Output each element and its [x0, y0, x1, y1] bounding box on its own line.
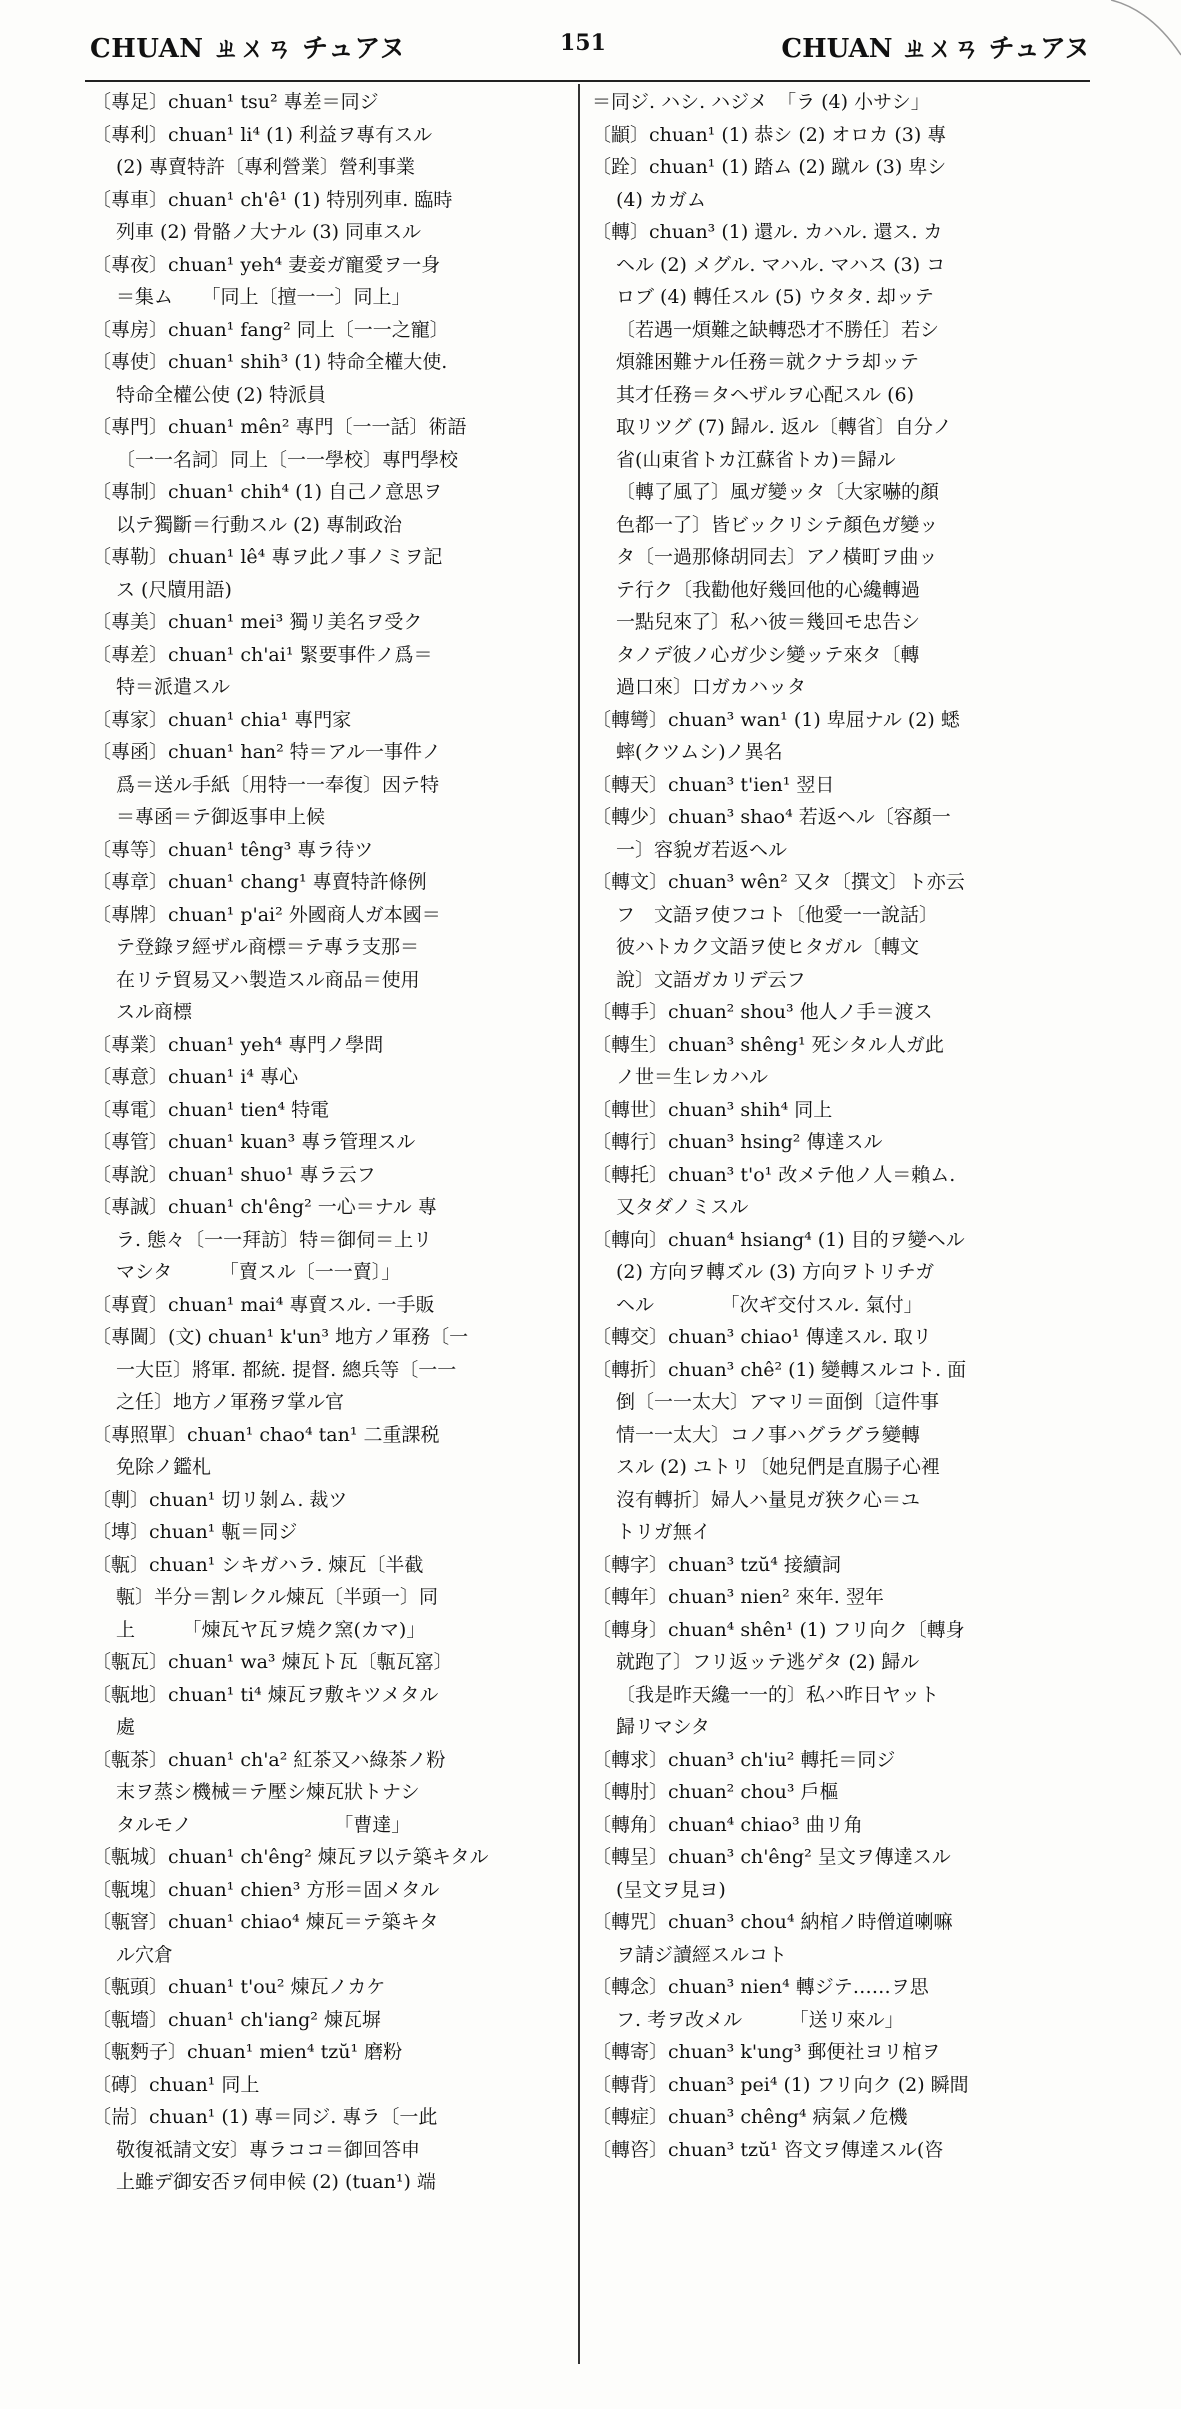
entry-headline: 〔轉角〕chuan⁴ chiao³ 曲リ角 — [592, 1813, 863, 1836]
dictionary-entry — [92, 2004, 592, 2037]
entry-continuation-line: 爲＝送ル手紙〔用特一一奉復〕因テ特 — [116, 773, 440, 796]
entry-continuation-line: テ登錄ヲ經ザル商標＝テ專ラ支那＝ — [116, 936, 420, 958]
page-curl-decoration — [1111, 0, 1181, 60]
dictionary-entry — [592, 704, 1092, 769]
dictionary-entry — [92, 1126, 592, 1159]
entry-continuation-line: 色都一了〕皆ビックリシテ顏色ガ變ッ — [616, 513, 939, 536]
entry-headline: 〔轉寄〕chuan³ k'ung³ 郵便社ヨリ棺ヲ — [592, 2041, 941, 2063]
entry-continuation-line: タ〔一過那條胡同去〕アノ橫町ヲ曲ッ — [616, 546, 938, 568]
entry-headline: 〔轉求〕chuan³ ch'iu² 轉托＝同ジ — [592, 1748, 896, 1771]
entry-headline: 〔轉背〕chuan³ pei⁴ (1) フリ向ク (2) 瞬間 — [592, 2073, 969, 2096]
entry-headline: 〔顓〕chuan¹ (1) 恭シ (2) オロカ (3) 專 — [592, 123, 947, 146]
entry-continuation-line: 特命全權公使 (2) 特派員 — [116, 383, 326, 406]
dictionary-entry — [592, 866, 1092, 996]
dictionary-entry — [592, 119, 1092, 152]
entry-headline: 〔專章〕chuan¹ chang¹ 專賣特許條例 — [92, 871, 427, 893]
dictionary-entry — [92, 834, 592, 867]
entry-headline: 〔轉天〕chuan³ t'ien¹ 翌日 — [592, 773, 835, 796]
entry-headline: 〔專門〕chuan¹ mên² 專門〔一一話〕術語 — [92, 416, 467, 438]
entry-headline: 〔轉念〕chuan³ nien⁴ 轉ジテ……ヲ思 — [592, 1976, 929, 1998]
entry-headline: 〔轉呈〕chuan³ ch'êng² 呈文ヲ傳達スル — [592, 1846, 951, 1868]
entry-headline: ＝同ジ. ハシ. ハジメ 「ラ (4) 小サシ」 — [592, 91, 930, 113]
entry-continuation-line: 說〕文語ガカリデ云フ — [616, 968, 806, 991]
dictionary-entry — [92, 639, 592, 704]
entry-continuation-line: 取リツグ (7) 歸ル. 返ル〔轉省〕自分ノ — [616, 416, 952, 438]
entry-continuation-line: 〔轉了風了〕風ガ變ッタ〔大家嚇的顏 — [616, 481, 940, 503]
dictionary-entry — [592, 2036, 1092, 2069]
entry-headline: 〔專賣〕chuan¹ mai⁴ 專賣スル. 一手販 — [92, 1293, 435, 1316]
entry-headline: 〔轉折〕chuan³ chê² (1) 變轉スルコト. 面 — [592, 1358, 967, 1381]
entry-continuation-line: 過口來〕口ガカハッタ — [616, 676, 807, 698]
entry-headline: 〔甎塊〕chuan¹ chien³ 方形＝固メタル — [92, 1878, 440, 1901]
dictionary-entry — [92, 606, 592, 639]
entry-headline: 〔甎〕chuan¹ シキガハラ. 煉瓦〔半截 — [92, 1553, 424, 1576]
dictionary-entry — [92, 736, 592, 834]
entry-headline: 〔專利〕chuan¹ li⁴ (1) 利益ヲ專有スル — [92, 123, 433, 146]
header-right-guide-word: CHUAN ㄓㄨㄢ チュアヌ — [781, 34, 1090, 64]
entry-headline: 〔轉年〕chuan³ nien² 來年. 翌年 — [592, 1586, 884, 1608]
entry-headline: 〔專電〕chuan¹ tien⁴ 特電 — [92, 1098, 330, 1121]
entry-continuation-line: テ行ク〔我勸他好幾回他的心纔轉過 — [616, 578, 921, 601]
entry-headline: 〔甎窨〕chuan¹ chiao⁴ 煉瓦＝テ築キタ — [92, 1911, 439, 1933]
entry-headline: 〔轉托〕chuan³ t'o¹ 改メテ他ノ人＝賴ム. — [592, 1163, 956, 1186]
entry-continuation-line: 在リテ貿易又ハ製造スル商品＝使用 — [116, 968, 420, 991]
entry-continuation-line: ラ. 態々〔一一拜訪〕特＝御伺＝上リ — [116, 1228, 433, 1251]
dictionary-entry — [592, 1159, 1092, 1224]
dictionary-entry — [592, 1094, 1092, 1127]
dictionary-entry — [592, 1321, 1092, 1354]
entry-continuation-line: ヘル (2) メグル. マハル. マハス (3) コ — [616, 253, 946, 276]
dictionary-entry — [592, 769, 1092, 802]
dictionary-entry — [92, 1484, 592, 1517]
entry-headline: 〔轉文〕chuan³ wên² 又タ〔撰文〕ト亦云 — [592, 871, 965, 893]
entry-continuation-line: フ. 考ヲ改メル 「送リ來ル」 — [616, 2008, 904, 2031]
right-column — [592, 86, 1092, 2166]
entry-headline: 〔轉〕chuan³ (1) 還ル. カハル. 還ス. カ — [592, 221, 943, 243]
dictionary-entry — [592, 1029, 1092, 1094]
dictionary-entry — [92, 1029, 592, 1062]
entry-continuation-line: 〔若遇一煩難之缺轉恐才不勝任〕若シ — [616, 318, 940, 341]
entry-headline: 〔甎瓦〕chuan¹ wa³ 煉瓦ト瓦〔甎瓦窰〕 — [92, 1651, 453, 1673]
dictionary-entry — [592, 1614, 1092, 1744]
entry-headline: 〔甎頭〕chuan¹ t'ou² 煉瓦ノカケ — [92, 1976, 386, 1998]
entry-continuation-line: ノ世＝生レカハル — [616, 1066, 769, 1088]
dictionary-entry — [92, 1516, 592, 1549]
entry-headline: 〔專美〕chuan¹ mei³ 獨リ美名ヲ受ク — [92, 611, 423, 633]
entry-continuation-line: 免除ノ鑑札 — [116, 1456, 212, 1478]
entry-continuation-line: 敬復祗請文安〕專ラココ＝御回答申 — [116, 2138, 421, 2161]
entry-continuation-line: 沒有轉折〕婦人ハ量見ガ狹ク心＝ユ — [616, 1488, 921, 1511]
dictionary-entry — [592, 1841, 1092, 1906]
entry-continuation-line: タノデ彼ノ心ガ少シ變ッテ來タ〔轉 — [616, 643, 920, 666]
entry-continuation-line: 倒〔一一太大〕アマリ＝面倒〔這件事 — [616, 1391, 940, 1413]
entry-headline: 〔專房〕chuan¹ fang² 同上〔一一之寵〕 — [92, 318, 449, 341]
entry-continuation-line: ＝集ム 「同上〔擅一一〕同上」 — [116, 286, 411, 308]
entry-headline: 〔轉手〕chuan² shou³ 他人ノ手＝渡ス — [592, 1001, 933, 1023]
dictionary-entry — [592, 2069, 1092, 2102]
dictionary-entry — [92, 1744, 592, 1842]
entry-headline: 〔甎地〕chuan¹ ti⁴ 煉瓦ヲ敷キツメタル — [92, 1683, 439, 1706]
dictionary-entry — [592, 1549, 1092, 1582]
entry-headline: 〔專函〕chuan¹ han² 特＝アル一事件ノ — [92, 741, 442, 763]
entry-continuation-line: ＝專函＝テ御返事申上候 — [116, 806, 326, 828]
page-header — [90, 28, 1090, 74]
dictionary-entry — [92, 314, 592, 347]
entry-continuation-line: (4) カガム — [616, 188, 706, 211]
dictionary-entry — [92, 1289, 592, 1322]
dictionary-entry — [92, 119, 592, 184]
dictionary-entry — [592, 1776, 1092, 1809]
entry-headline: 〔專夜〕chuan¹ yeh⁴ 妻妾ガ寵愛ヲ一身 — [92, 253, 441, 276]
entry-continuation-line: 省(山東省トカ江蘇省トカ)＝歸ル — [616, 448, 896, 471]
dictionary-entry — [92, 1646, 592, 1679]
entry-continuation-line: 又タダノミスル — [616, 1196, 749, 1218]
entry-continuation-line: 一大臣〕將軍. 都統. 提督. 總兵等〔一一 — [116, 1358, 457, 1381]
entry-headline: 〔甎茶〕chuan¹ ch'a² 紅茶又ハ綠茶ノ粉 — [92, 1748, 446, 1771]
entry-headline: 〔跧〕chuan¹ (1) 踏ム (2) 蹴ル (3) 卑シ — [592, 156, 947, 178]
entry-headline: 〔轉世〕chuan³ shih⁴ 同上 — [592, 1098, 833, 1121]
entry-headline: 〔甎城〕chuan¹ ch'êng² 煉瓦ヲ以テ築キタル — [92, 1846, 489, 1868]
entry-continuation-line: 一點兒來了〕私ハ彼＝幾回モ忠告シ — [616, 611, 921, 633]
dictionary-entry — [592, 216, 1092, 704]
entry-continuation-line: (2) 方向ヲ轉ズル (3) 方向ヲトリチガ — [616, 1261, 935, 1283]
entry-headline: 〔專照單〕chuan¹ chao⁴ tan¹ 二重課税 — [92, 1423, 440, 1446]
entry-headline: 〔專等〕chuan¹ têng³ 專ラ待ツ — [92, 838, 374, 861]
dictionary-entry — [92, 2069, 592, 2102]
entry-headline: 〔轉生〕chuan³ shêng¹ 死シタル人ガ此 — [592, 1033, 944, 1056]
entry-headline: 〔專差〕chuan¹ ch'ai¹ 緊要事件ノ爲＝ — [92, 643, 433, 666]
entry-headline: 〔專意〕chuan¹ i⁴ 專心 — [92, 1066, 299, 1088]
dictionary-entry — [92, 1159, 592, 1192]
entry-continuation-line: ロブ (4) 轉任スル (5) ウタタ. 却ッテ — [616, 286, 934, 308]
dictionary-entry — [92, 866, 592, 899]
entry-continuation-line: 就跑了〕フリ返ッテ逃ゲタ (2) 歸ル — [616, 1651, 920, 1673]
dictionary-entry — [92, 1191, 592, 1289]
dictionary-entry — [592, 2134, 1092, 2167]
entry-headline: 〔專制〕chuan¹ chih⁴ (1) 自己ノ意思ヲ — [92, 481, 443, 503]
entry-continuation-line: 情一一太大〕コノ事ハグラグラ變轉 — [616, 1423, 921, 1446]
entry-headline: 〔轉咨〕chuan³ tzŭ¹ 咨文ヲ傳達スル(咨 — [592, 2138, 944, 2161]
entry-continuation-line: 末ヲ蒸シ機械＝テ壓シ煉瓦狀トナシ — [116, 1781, 420, 1803]
entry-continuation-line: 蟀(クツムシ)ノ異名 — [616, 741, 783, 763]
entry-continuation-line: 甎〕半分＝割レクル煉瓦〔半頭一〕同 — [116, 1586, 439, 1608]
entry-headline: 〔專使〕chuan¹ shih³ (1) 特命全權大使. — [92, 351, 448, 373]
dictionary-entry — [592, 1809, 1092, 1842]
dictionary-entry — [592, 996, 1092, 1029]
entry-continuation-line: 其才任務＝タヘザルヲ心配スル (6) — [616, 383, 915, 406]
entry-headline: 〔塼〕chuan¹ 甎＝同ジ — [92, 1521, 298, 1543]
dictionary-entry — [92, 249, 592, 314]
dictionary-entry — [92, 541, 592, 606]
entry-continuation-line: トリガ無イ — [616, 1521, 711, 1543]
entry-continuation-line: 之任〕地方ノ軍務ヲ掌ル官 — [116, 1391, 345, 1413]
dictionary-entry — [592, 1906, 1092, 1971]
entry-continuation-line: 列車 (2) 骨骼ノ大ナル (3) 同車スル — [116, 221, 422, 243]
entry-continuation-line: 煩雜困難ナル任務＝就クナラ却ッテ — [616, 351, 920, 373]
entry-headline: 〔剸〕chuan¹ 切リ剝ム. 裁ツ — [92, 1488, 348, 1511]
dictionary-entry — [592, 86, 1092, 119]
header-rule — [85, 80, 1090, 82]
dictionary-entry — [592, 801, 1092, 866]
entry-continuation-line: 特＝派遣スル — [116, 676, 231, 698]
entry-headline: 〔耑〕chuan¹ (1) 專＝同ジ. 專ラ〔一此 — [92, 2106, 438, 2128]
dictionary-entry — [92, 1906, 592, 1971]
dictionary-entry — [92, 1061, 592, 1094]
dictionary-entry — [92, 1419, 592, 1484]
entry-continuation-line: 〔我是昨天纔一一的〕私ハ昨日ヤット — [616, 1683, 940, 1706]
entry-headline: 〔專誠〕chuan¹ ch'êng² 一心＝ナル 專 — [92, 1196, 437, 1218]
entry-headline: 〔專業〕chuan¹ yeh⁴ 專門ノ學問 — [92, 1033, 384, 1056]
entry-headline: 〔轉字〕chuan³ tzŭ⁴ 接續詞 — [592, 1553, 841, 1576]
dictionary-entry — [92, 184, 592, 249]
dictionary-entry — [592, 151, 1092, 216]
entry-continuation-line: フ 文語ヲ使フコト〔他愛一一說話〕 — [616, 903, 939, 926]
dictionary-entry — [92, 1094, 592, 1127]
dictionary-entry — [92, 1971, 592, 2004]
entry-headline: 〔轉咒〕chuan³ chou⁴ 納棺ノ時僧道喇嘛 — [592, 1911, 953, 1933]
dictionary-entry — [592, 1744, 1092, 1777]
entry-headline: 〔專管〕chuan¹ kuan³ 專ラ管理スル — [92, 1131, 416, 1153]
entry-headline: 〔轉行〕chuan³ hsing² 傳達スル — [592, 1131, 883, 1153]
entry-continuation-line: 歸リマシタ — [616, 1716, 710, 1738]
left-column — [92, 86, 592, 2199]
dictionary-entry — [592, 1971, 1092, 2036]
entry-headline: 〔專閫〕(文) chuan¹ k'un³ 地方ノ軍務〔一 — [92, 1326, 469, 1348]
entry-continuation-line: スル (2) ユトリ〔她兒們是直腸子心裡 — [616, 1456, 940, 1478]
entry-headline: 〔專車〕chuan¹ ch'ê¹ (1) 特別列車. 臨時 — [92, 188, 453, 211]
dictionary-entry — [592, 1224, 1092, 1322]
entry-headline: 〔專牌〕chuan¹ p'ai² 外國商人ガ本國＝ — [92, 903, 441, 926]
entry-headline: 〔轉交〕chuan³ chiao¹ 傳達スル. 取リ — [592, 1326, 932, 1348]
entry-continuation-line: スル商標 — [116, 1001, 193, 1023]
entry-continuation-line: ス (尺牘用語) — [116, 578, 232, 601]
entry-headline: 〔轉身〕chuan⁴ shên¹ (1) フリ向ク〔轉身 — [592, 1618, 965, 1641]
dictionary-entry — [92, 899, 592, 1029]
entry-continuation-line: 上 「煉瓦ヤ瓦ヲ燒ク窯(カマ)」 — [116, 1618, 426, 1641]
entry-headline: 〔專家〕chuan¹ chia¹ 專門家 — [92, 708, 352, 731]
entry-continuation-line: 處 — [116, 1716, 136, 1738]
entry-continuation-line: (2) 專賣特許〔專利營業〕營利事業 — [116, 156, 415, 178]
entry-headline: 〔轉少〕chuan³ shao⁴ 若返ヘル〔容顏一 — [592, 806, 951, 828]
dictionary-entry — [92, 86, 592, 119]
dictionary-entry — [592, 1581, 1092, 1614]
entry-headline: 〔轉肘〕chuan² chou³ 戶樞 — [592, 1781, 839, 1803]
dictionary-entry — [92, 1321, 592, 1419]
dictionary-entry — [592, 2101, 1092, 2134]
dictionary-entry — [592, 1126, 1092, 1159]
entry-continuation-line: 一〕容貌ガ若返ヘル — [616, 838, 788, 861]
dictionary-entry — [92, 1549, 592, 1647]
entry-headline: 〔甎墻〕chuan¹ ch'iang² 煉瓦塀 — [92, 2008, 381, 2031]
entry-continuation-line: 上雖デ御安否ヲ伺申候 (2) (tuan¹) 端 — [116, 2171, 436, 2193]
entry-continuation-line: タルモノ 「曹達」 — [116, 1813, 411, 1836]
entry-headline: 〔轉彎〕chuan³ wan¹ (1) 卑屈ナル (2) 蟋 — [592, 708, 960, 731]
entry-continuation-line: ヘル 「次ギ交付スル. 氣付」 — [616, 1293, 923, 1316]
dictionary-entry — [92, 411, 592, 476]
entry-headline: 〔專勒〕chuan¹ lê⁴ 專ヲ此ノ事ノミヲ記 — [92, 546, 443, 568]
entry-continuation-line: 〔一一名詞〕同上〔一一學校〕專門學校 — [116, 448, 459, 471]
entry-headline: 〔專說〕chuan¹ shuo¹ 專ラ云フ — [92, 1163, 376, 1186]
entry-headline: 〔專足〕chuan¹ tsu² 專差＝同ジ — [92, 91, 379, 113]
entry-headline: 〔轉症〕chuan³ chêng⁴ 病氣ノ危機 — [592, 2106, 908, 2128]
header-left-guide-word: CHUAN ㄓㄨㄢ チュアヌ — [90, 34, 406, 64]
entry-continuation-line: マシタ 「賣スル〔一一賣〕」 — [116, 1261, 401, 1283]
entry-continuation-line: 彼ハトカク文語ヲ使ヒタガル〔轉文 — [616, 936, 920, 958]
dictionary-entry — [92, 476, 592, 541]
dictionary-entry — [92, 1841, 592, 1874]
dictionary-entry — [592, 1354, 1092, 1549]
dictionary-entry — [92, 704, 592, 737]
dictionary-entry — [92, 2036, 592, 2069]
dictionary-entry — [92, 1874, 592, 1907]
page-number: 151 — [560, 30, 606, 56]
entry-headline: 〔磚〕chuan¹ 同上 — [92, 2073, 260, 2096]
dictionary-entry — [92, 2101, 592, 2199]
entry-continuation-line: (呈文ヲ見ヨ) — [616, 1878, 726, 1901]
entry-headline: 〔轉向〕chuan⁴ hsiang⁴ (1) 目的ヲ變ヘル — [592, 1228, 965, 1251]
dictionary-entry — [92, 1679, 592, 1744]
entry-headline: 〔甎麪子〕chuan¹ mien⁴ tzŭ¹ 磨粉 — [92, 2041, 403, 2063]
entry-continuation-line: ヲ請ジ讀經スルコト — [616, 1943, 788, 1966]
entry-continuation-line: ル穴倉 — [116, 1943, 174, 1966]
dictionary-entry — [92, 346, 592, 411]
entry-continuation-line: 以テ獨斷＝行動スル (2) 專制政治 — [116, 513, 402, 536]
